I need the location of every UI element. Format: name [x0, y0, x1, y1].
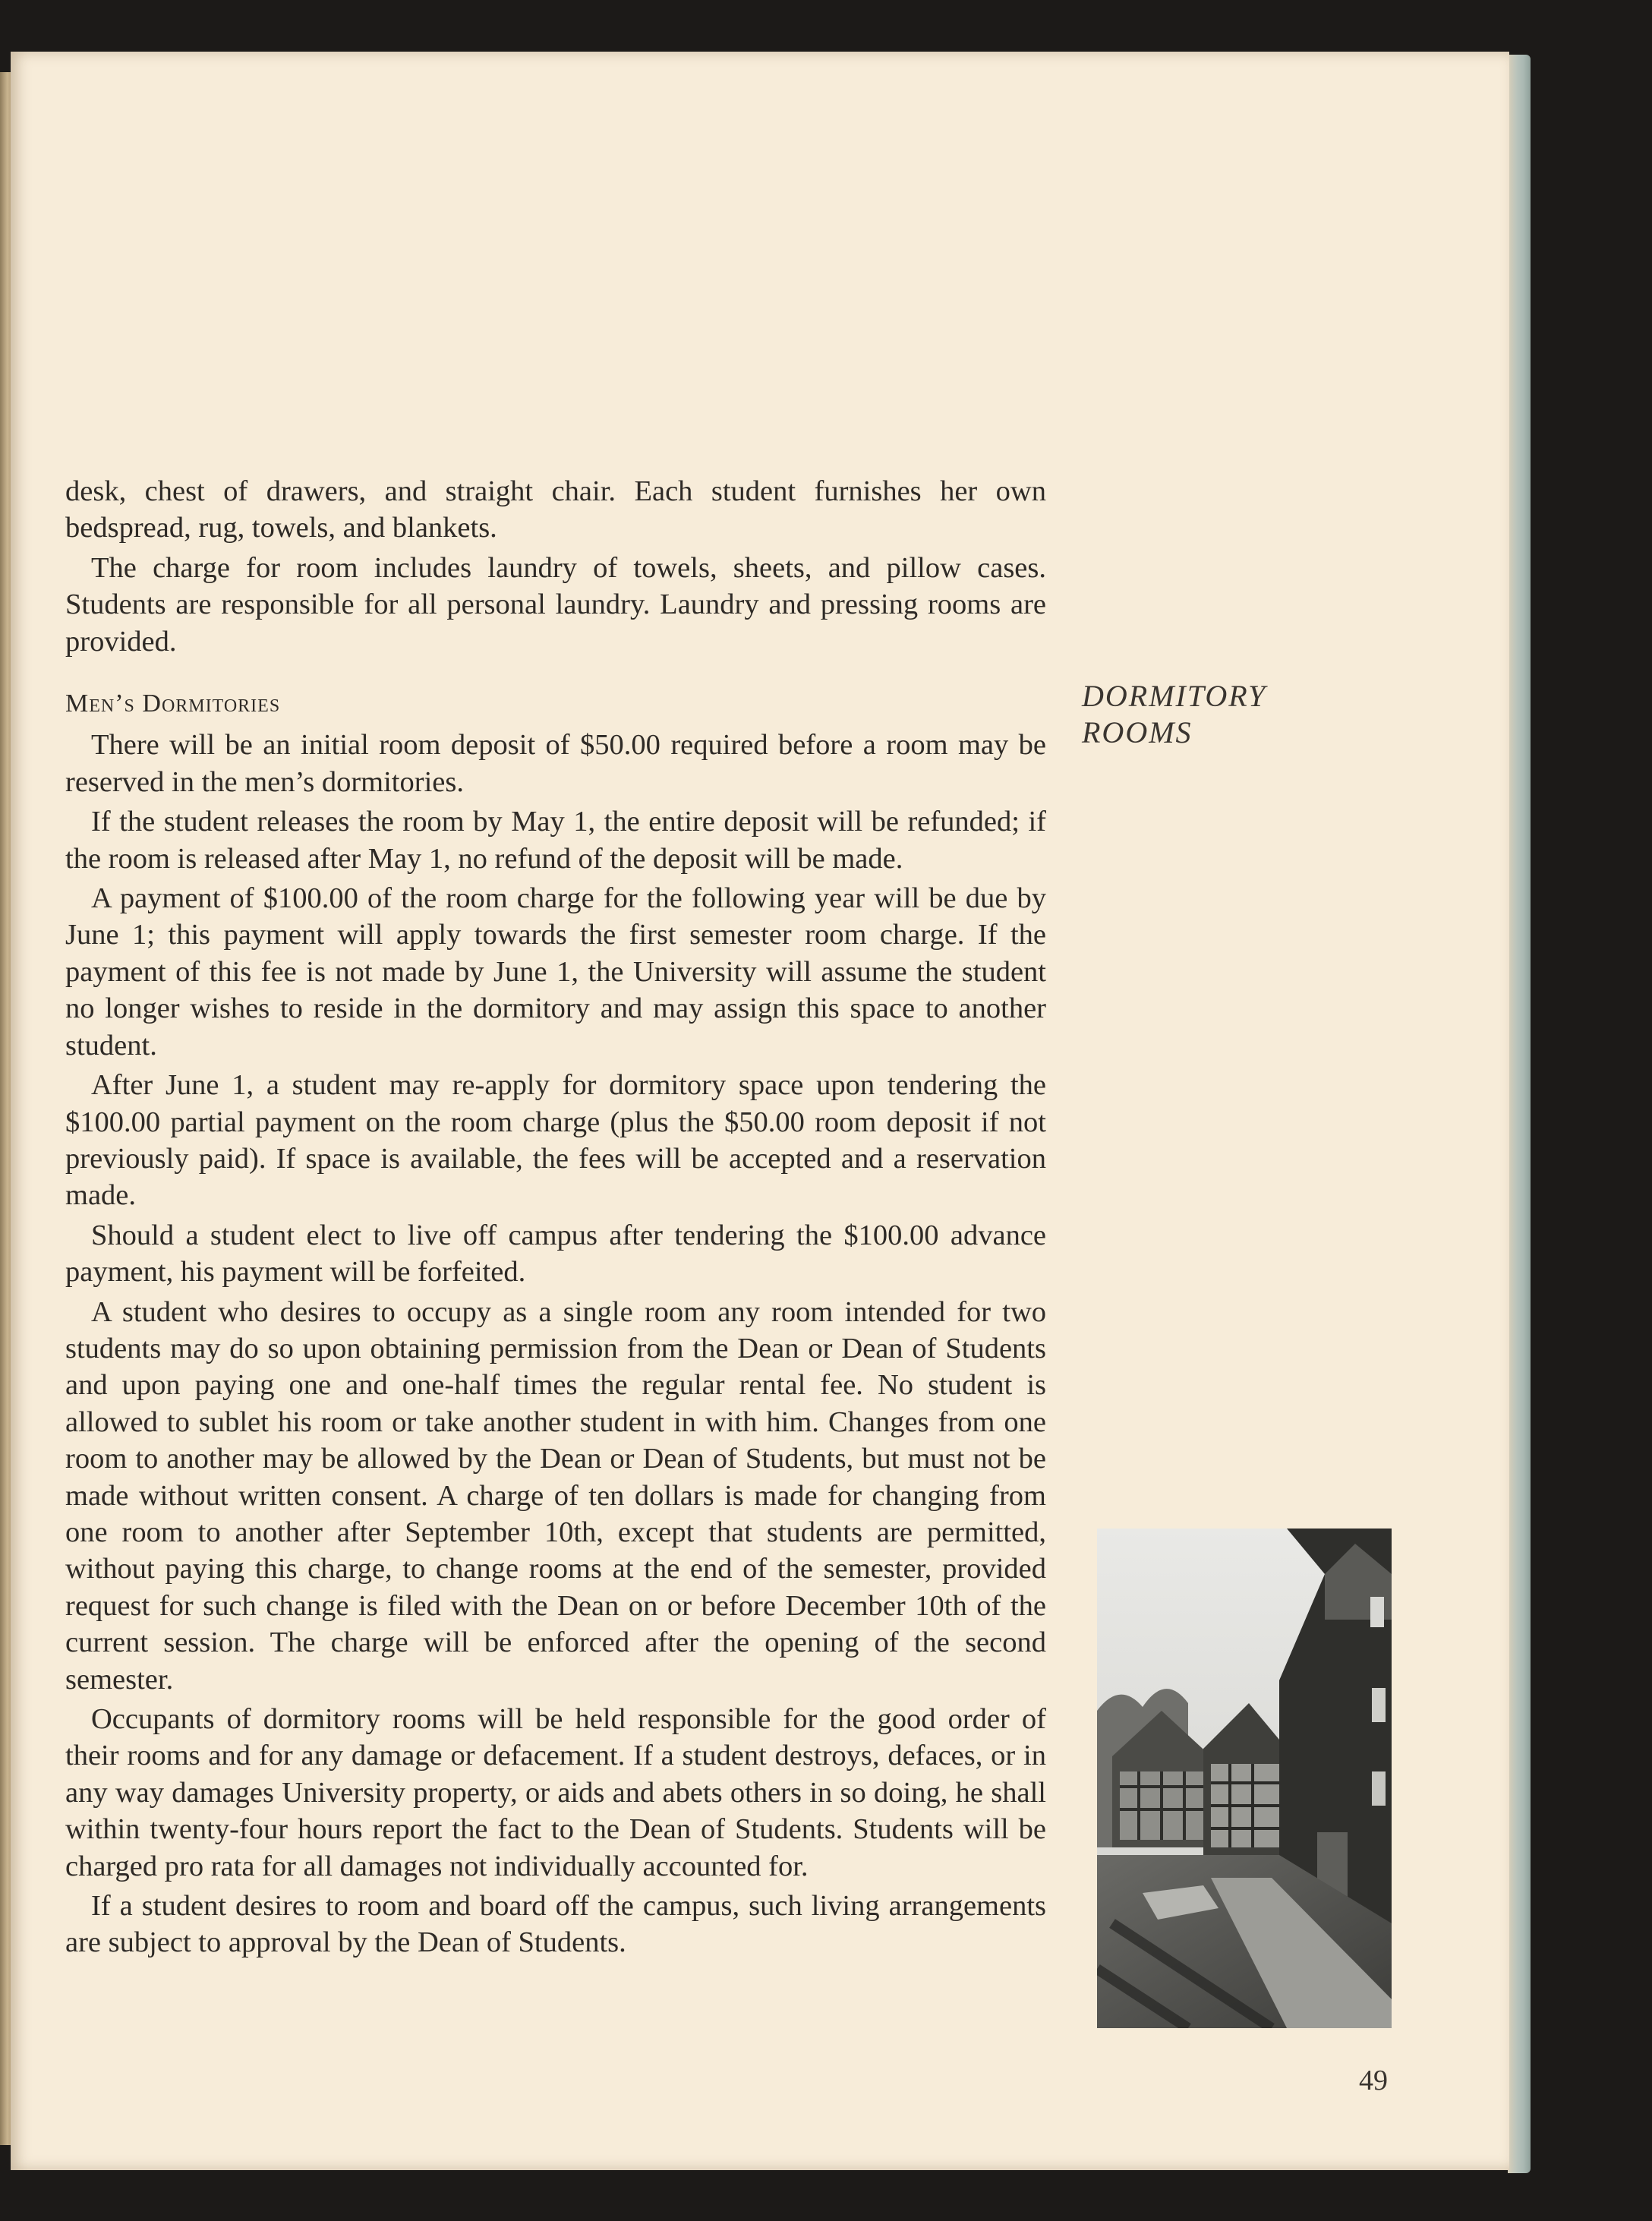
main-text-column: [65, 473, 1046, 1961]
margin-note-line: DORMITORY: [1082, 679, 1267, 713]
margin-note: [1082, 678, 1266, 751]
paragraph: A student who desires to occupy as a single room any room intended for two students may do so upon obtaining permission from the Dean or Dean of Students and upon paying one and one-half times the regular rental fee. No student is allowed to sublet his room or take another student in with him. Changes from one room to another may be allowed by the Dean or Dean of Students, but must not be made without written consent. A charge of ten dollars is made for changing from one room to another after September 10th, except that students are permitted, without paying this charge, to change rooms at the end of the semester, provided request for such change is filed with the Dean on or before December 10th of the current session. The charge will be enforced after the opening of the second semester.: [65, 1295, 1046, 1696]
page-number: 49: [1359, 2065, 1388, 2096]
paragraph: There will be an initial room deposit of $50.00 required before a room may be reserved in the men’s dormitories.: [65, 729, 1046, 798]
paragraph: desk, chest of drawers, and straight chair. Each student furnishes her own bedspread, rug, towels, and blankets.: [65, 475, 1046, 544]
paragraph: If a student desires to room and board off the campus, such living arrangements are subject to approval by the Dean of Students.: [65, 1890, 1046, 1959]
paragraph: After June 1, a student may re-apply for dormitory space upon tendering the $100.00 partial payment on the room charge (plus the $50.00 room deposit if not previously paid). If space is available, the fees will be accepted and a reservation made.: [65, 1069, 1046, 1212]
paragraph: Occupants of dormitory rooms will be held responsible for the good order of their rooms and for any damage or defacement. If a student destroys, defaces, or in any way damages University property, or aids and abets others in so doing, he shall within twenty-four hours report the fact to the Dean of Students. Students will be charged pro rata for all damages not individually accounted for.: [65, 1703, 1046, 1882]
paragraph: A payment of $100.00 of the room charge for the following year will be due by June 1; this payment will apply towards the first semester room charge. If the payment of this fee is not made by June 1, the University will assume the student no longer wishes to reside in the dormitory and may assign this space to another student.: [65, 882, 1046, 1062]
book-page: [11, 52, 1509, 2170]
margin-note-line: ROOMS: [1082, 715, 1193, 749]
paragraph: If the student releases the room by May 1, the entire deposit will be refunded; if the room is released after May 1, no refund of the deposit will be made.: [65, 806, 1046, 875]
section-heading: Men’s Dormitories: [65, 689, 281, 718]
paragraph: The charge for room includes laundry of towels, sheets, and pillow cases. Students are responsible for all personal laundry. Laundry and pressing rooms are provided.: [65, 551, 1046, 658]
paragraph: Should a student elect to live off campus after tendering the $100.00 advance payment, his payment will be forfeited.: [65, 1219, 1046, 1289]
page-stack-edge: [1508, 55, 1531, 2173]
dormitory-photo: [1097, 1529, 1392, 2028]
